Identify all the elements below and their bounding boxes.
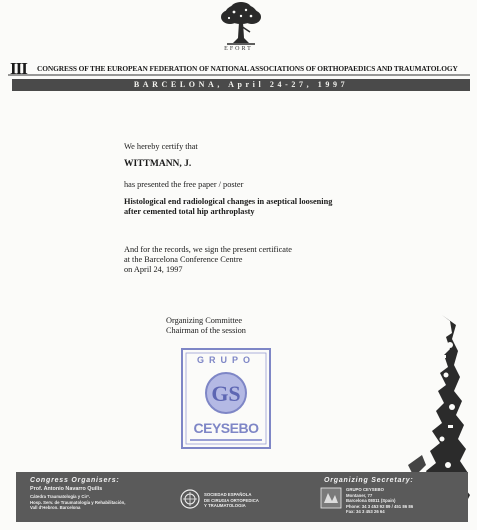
secretary-heading: Organizing Secretary:: [324, 477, 414, 484]
certify-text: We hereby certify that: [124, 142, 198, 151]
secretary-line-1: GRUPO CEYSEBO: [346, 487, 384, 492]
congress-title: CONGRESS OF THE EUROPEAN FEDERATION OF NATIONAL ASSOCIATIONS OF ORTHOPAEDICS AND TRAUMATOLOGY: [37, 64, 458, 73]
congress-number: III: [10, 59, 27, 78]
stamp-logo-text: GS: [211, 381, 241, 406]
recipient-name: WITTMANN, J.: [124, 159, 192, 169]
organisers-heading: Congress Organisers:: [30, 477, 120, 484]
place-date-banner: BARCELONA, April 24-27, 1997: [12, 79, 470, 91]
chairman-label: Chairman of the session: [166, 326, 246, 335]
stamp-word: CEYSEBO: [193, 420, 259, 436]
society-line-3: Y TRAUMATOLOGIA: [204, 503, 246, 508]
society-emblem-icon: [180, 489, 200, 509]
efort-label: EFORT: [224, 46, 253, 52]
organisers-line-2: Hosp. Serv. de Traumatología y Rehabilitación,: [30, 499, 126, 505]
organisers-name: Prof. Antonio Navarro Quilis: [30, 486, 103, 492]
records-line-3: on April 24, 1997: [124, 265, 183, 274]
committee-label: Organizing Committee: [166, 316, 243, 325]
paper-title-line-2: after cemented total hip arthroplasty: [124, 207, 255, 216]
society-line-1: SOCIEDAD ESPAÑOLA: [204, 492, 252, 497]
ceysebo-emblem-icon: [320, 487, 342, 509]
secretary-line-5: Fax: 34 3 453 26 64: [346, 509, 385, 514]
records-line-2: at the Barcelona Conference Centre: [124, 255, 243, 264]
grupo-ceysebo-stamp: [180, 347, 272, 450]
presented-text: has presented the free paper / poster: [124, 180, 244, 189]
records-line-1: And for the records, we sign the present certificate: [124, 245, 292, 254]
efort-tree-logo: [218, 2, 264, 46]
secretary-line-4: Phone: 34 3 453 92 89 / 451 86 86: [346, 503, 414, 509]
secretary-line-2: Montaner, 77: [346, 492, 373, 498]
organisers-line-3: Vall d'Hebron. Barcelona: [30, 505, 81, 510]
paper-title-line-1: Histological end radiological changes in aseptical loosening: [124, 197, 333, 206]
organisers-line-1: Cátedra Traumatología y Cirª.: [30, 494, 91, 499]
society-line-2: DE CIRUGIA ORTOPEDICA: [204, 497, 259, 503]
secretary-line-3: Barcelona 08011 (Spain): [346, 498, 396, 503]
stamp-grupo-text: GRUPO: [196, 355, 256, 365]
